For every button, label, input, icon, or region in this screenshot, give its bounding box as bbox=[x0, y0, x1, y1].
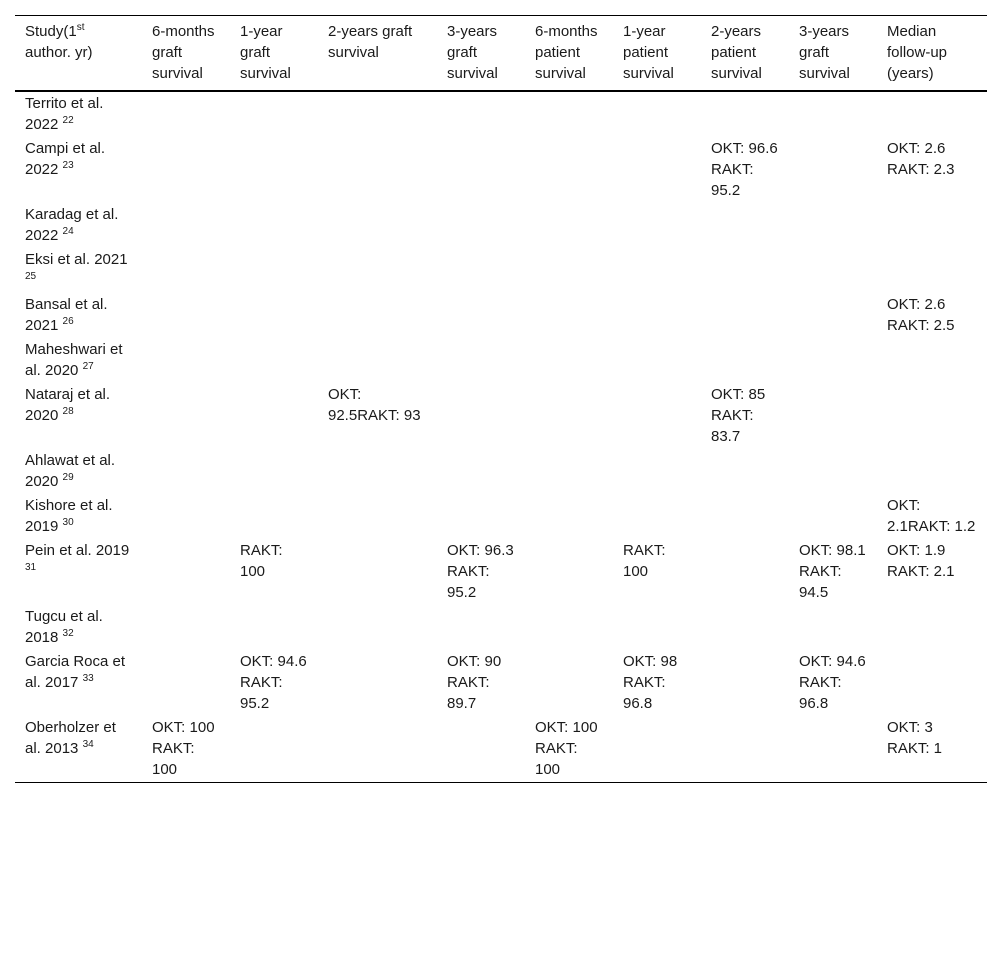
table-row bbox=[15, 650, 987, 716]
value-cell bbox=[437, 137, 525, 203]
table-row bbox=[15, 494, 987, 539]
value-cell bbox=[701, 605, 789, 650]
value-cell bbox=[877, 539, 987, 605]
value-cell bbox=[318, 248, 437, 293]
table-row bbox=[15, 449, 987, 494]
study-name: Maheshwari et al. 2020 bbox=[25, 341, 123, 379]
value-cell bbox=[142, 91, 230, 137]
study-reference: 26 bbox=[62, 316, 74, 327]
value-cell bbox=[437, 248, 525, 293]
study-name: Kishore et al. 2019 bbox=[25, 497, 113, 535]
value-cell bbox=[613, 248, 701, 293]
value-text: OKT: 98 RAKT: 96.8 bbox=[623, 653, 678, 712]
value-cell bbox=[877, 203, 987, 248]
value-cell bbox=[613, 137, 701, 203]
value-cell bbox=[525, 137, 613, 203]
value-cell bbox=[230, 338, 318, 383]
value-cell bbox=[318, 494, 437, 539]
study-cell bbox=[15, 248, 142, 293]
header-study-suffix: author. yr) bbox=[25, 44, 93, 61]
table-row bbox=[15, 293, 987, 338]
study-cell bbox=[15, 137, 142, 203]
study-reference: 27 bbox=[82, 361, 94, 372]
study-reference: 31 bbox=[25, 562, 37, 573]
study-reference: 28 bbox=[62, 406, 74, 417]
value-cell bbox=[318, 91, 437, 137]
value-cell bbox=[701, 716, 789, 783]
value-cell bbox=[437, 293, 525, 338]
study-cell bbox=[15, 539, 142, 605]
table-row bbox=[15, 338, 987, 383]
value-text: OKT: 85 RAKT: 83.7 bbox=[711, 386, 766, 445]
table-row bbox=[15, 716, 987, 783]
header-study-sup: st bbox=[76, 22, 85, 33]
study-cell bbox=[15, 203, 142, 248]
value-cell bbox=[142, 203, 230, 248]
table-row bbox=[15, 203, 987, 248]
value-cell bbox=[789, 605, 877, 650]
table-row bbox=[15, 137, 987, 203]
value-cell bbox=[877, 650, 987, 716]
study-name: Nataraj et al. 2020 bbox=[25, 386, 111, 424]
value-cell bbox=[525, 293, 613, 338]
value-cell bbox=[437, 383, 525, 449]
study-name: Territo et al. 2022 bbox=[25, 95, 104, 133]
study-reference: 34 bbox=[82, 739, 94, 750]
value-cell bbox=[877, 137, 987, 203]
table-row bbox=[15, 91, 987, 137]
study-reference: 29 bbox=[62, 472, 74, 483]
study-name: Eksi et al. 2021 bbox=[25, 251, 128, 268]
study-cell bbox=[15, 293, 142, 338]
value-cell bbox=[877, 383, 987, 449]
study-cell bbox=[15, 383, 142, 449]
value-cell bbox=[613, 203, 701, 248]
value-cell bbox=[318, 449, 437, 494]
value-cell bbox=[525, 716, 613, 783]
value-cell bbox=[701, 203, 789, 248]
value-cell bbox=[230, 716, 318, 783]
value-cell bbox=[437, 539, 525, 605]
value-cell bbox=[701, 449, 789, 494]
value-cell bbox=[525, 449, 613, 494]
value-cell bbox=[230, 203, 318, 248]
value-text: OKT: 100 RAKT: 100 bbox=[152, 719, 215, 778]
study-reference: 22 bbox=[62, 115, 74, 126]
value-cell bbox=[525, 494, 613, 539]
header-column: 2-years patient survival bbox=[711, 23, 762, 82]
value-text: OKT: 100 RAKT: 100 bbox=[535, 719, 598, 778]
value-cell bbox=[789, 91, 877, 137]
value-cell bbox=[613, 383, 701, 449]
value-cell bbox=[318, 293, 437, 338]
header-column: 1-year patient survival bbox=[623, 23, 674, 82]
value-cell bbox=[142, 338, 230, 383]
study-reference: 33 bbox=[82, 673, 94, 684]
value-cell bbox=[230, 539, 318, 605]
value-cell bbox=[877, 338, 987, 383]
value-cell bbox=[437, 650, 525, 716]
value-text: OKT: 94.6 RAKT: 96.8 bbox=[799, 653, 866, 712]
value-cell bbox=[877, 91, 987, 137]
table-row bbox=[15, 383, 987, 449]
header-column: 6-months patient survival bbox=[535, 23, 598, 82]
value-cell bbox=[318, 539, 437, 605]
value-cell bbox=[789, 449, 877, 494]
value-cell bbox=[142, 494, 230, 539]
value-text: OKT: 2.1RAKT: 1.2 bbox=[887, 497, 976, 535]
value-cell bbox=[613, 539, 701, 605]
value-cell bbox=[789, 494, 877, 539]
value-cell bbox=[701, 248, 789, 293]
value-cell bbox=[318, 650, 437, 716]
value-cell bbox=[789, 383, 877, 449]
value-cell bbox=[318, 716, 437, 783]
value-cell bbox=[318, 338, 437, 383]
value-cell bbox=[789, 716, 877, 783]
value-cell bbox=[525, 383, 613, 449]
study-cell bbox=[15, 650, 142, 716]
study-reference: 24 bbox=[62, 226, 74, 237]
value-cell bbox=[142, 137, 230, 203]
value-text: OKT: 94.6 RAKT: 95.2 bbox=[240, 653, 307, 712]
value-text: OKT: 96.3 RAKT: 95.2 bbox=[447, 542, 514, 601]
study-name: Tugcu et al. 2018 bbox=[25, 608, 103, 646]
study-cell bbox=[15, 91, 142, 137]
value-cell bbox=[318, 137, 437, 203]
value-cell bbox=[525, 539, 613, 605]
value-cell bbox=[142, 383, 230, 449]
header-column: 3-years graft survival bbox=[447, 23, 498, 82]
value-cell bbox=[701, 539, 789, 605]
value-cell bbox=[142, 605, 230, 650]
study-name: Karadag et al. 2022 bbox=[25, 206, 119, 244]
value-text: OKT: 1.9 RAKT: 2.1 bbox=[887, 542, 955, 580]
study-name: Pein et al. 2019 bbox=[25, 542, 130, 559]
value-cell bbox=[230, 293, 318, 338]
table-row bbox=[15, 248, 987, 293]
study-cell bbox=[15, 449, 142, 494]
value-cell bbox=[230, 248, 318, 293]
value-cell bbox=[701, 293, 789, 338]
value-cell bbox=[318, 383, 437, 449]
value-cell bbox=[230, 605, 318, 650]
value-text: OKT: 3 RAKT: 1 bbox=[887, 719, 943, 757]
value-text: OKT: 92.5RAKT: 93 bbox=[328, 386, 421, 424]
study-reference: 23 bbox=[62, 160, 74, 171]
value-text: OKT: 2.6 RAKT: 2.5 bbox=[887, 296, 955, 334]
study-name: Garcia Roca et al. 2017 bbox=[25, 653, 126, 691]
value-cell bbox=[525, 91, 613, 137]
study-name: Bansal et al. 2021 bbox=[25, 296, 108, 334]
study-reference: 30 bbox=[62, 517, 74, 528]
value-cell bbox=[142, 716, 230, 783]
value-cell bbox=[701, 650, 789, 716]
value-cell bbox=[789, 248, 877, 293]
value-text: OKT: 98.1 RAKT: 94.5 bbox=[799, 542, 866, 601]
value-cell bbox=[613, 293, 701, 338]
value-cell bbox=[701, 137, 789, 203]
header-row bbox=[15, 16, 987, 92]
value-cell bbox=[525, 605, 613, 650]
value-cell bbox=[613, 716, 701, 783]
value-cell bbox=[877, 293, 987, 338]
value-cell bbox=[877, 605, 987, 650]
study-cell bbox=[15, 605, 142, 650]
value-cell bbox=[230, 449, 318, 494]
value-cell bbox=[142, 293, 230, 338]
value-cell bbox=[525, 650, 613, 716]
study-cell bbox=[15, 716, 142, 783]
value-cell bbox=[437, 338, 525, 383]
value-cell bbox=[701, 91, 789, 137]
value-cell bbox=[525, 248, 613, 293]
value-cell bbox=[877, 248, 987, 293]
value-text: RAKT: 100 bbox=[623, 542, 666, 580]
value-text: OKT: 90 RAKT: 89.7 bbox=[447, 653, 502, 712]
study-name: Oberholzer et al. 2013 bbox=[25, 719, 116, 757]
value-cell bbox=[437, 716, 525, 783]
value-cell bbox=[230, 91, 318, 137]
value-cell bbox=[437, 605, 525, 650]
value-text: OKT: 96.6 RAKT: 95.2 bbox=[711, 140, 778, 199]
value-cell bbox=[789, 137, 877, 203]
value-cell bbox=[701, 338, 789, 383]
value-cell bbox=[877, 449, 987, 494]
value-cell bbox=[142, 449, 230, 494]
value-cell bbox=[437, 203, 525, 248]
header-column: 3-years graft survival bbox=[799, 23, 850, 82]
value-cell bbox=[230, 383, 318, 449]
value-cell bbox=[613, 91, 701, 137]
value-cell bbox=[230, 137, 318, 203]
value-cell bbox=[701, 383, 789, 449]
header-column: 1-year graft survival bbox=[240, 23, 291, 82]
study-reference: 32 bbox=[62, 628, 74, 639]
value-cell bbox=[613, 494, 701, 539]
value-cell bbox=[437, 494, 525, 539]
value-cell bbox=[525, 338, 613, 383]
header-column: Median follow-up (years) bbox=[887, 23, 948, 82]
value-cell bbox=[437, 91, 525, 137]
survival-outcomes-table bbox=[15, 15, 987, 783]
study-reference: 25 bbox=[25, 271, 37, 282]
survival-table-container bbox=[15, 15, 987, 783]
value-cell bbox=[789, 338, 877, 383]
value-cell bbox=[230, 494, 318, 539]
table-row bbox=[15, 539, 987, 605]
header-study bbox=[15, 16, 142, 92]
value-cell bbox=[613, 338, 701, 383]
value-cell bbox=[789, 650, 877, 716]
value-cell bbox=[613, 449, 701, 494]
value-text: OKT: 2.6 RAKT: 2.3 bbox=[887, 140, 955, 178]
value-cell bbox=[525, 203, 613, 248]
table-row bbox=[15, 605, 987, 650]
value-cell bbox=[877, 716, 987, 783]
value-cell bbox=[789, 539, 877, 605]
value-cell bbox=[318, 203, 437, 248]
header-column: 6-months graft survival bbox=[152, 23, 215, 82]
value-cell bbox=[142, 650, 230, 716]
value-cell bbox=[318, 605, 437, 650]
value-cell bbox=[613, 650, 701, 716]
value-cell bbox=[613, 605, 701, 650]
value-cell bbox=[437, 449, 525, 494]
value-cell bbox=[701, 494, 789, 539]
study-cell bbox=[15, 338, 142, 383]
value-cell bbox=[230, 650, 318, 716]
table-body bbox=[15, 91, 987, 783]
study-cell bbox=[15, 494, 142, 539]
header-study-prefix: Study(1 bbox=[25, 23, 77, 40]
study-name: Campi et al. 2022 bbox=[25, 140, 106, 178]
header-column: 2-years graft survival bbox=[328, 23, 413, 61]
value-cell bbox=[789, 293, 877, 338]
value-cell bbox=[789, 203, 877, 248]
value-cell bbox=[877, 494, 987, 539]
value-cell bbox=[142, 248, 230, 293]
value-text: RAKT: 100 bbox=[240, 542, 283, 580]
study-name: Ahlawat et al. 2020 bbox=[25, 452, 116, 490]
value-cell bbox=[142, 539, 230, 605]
